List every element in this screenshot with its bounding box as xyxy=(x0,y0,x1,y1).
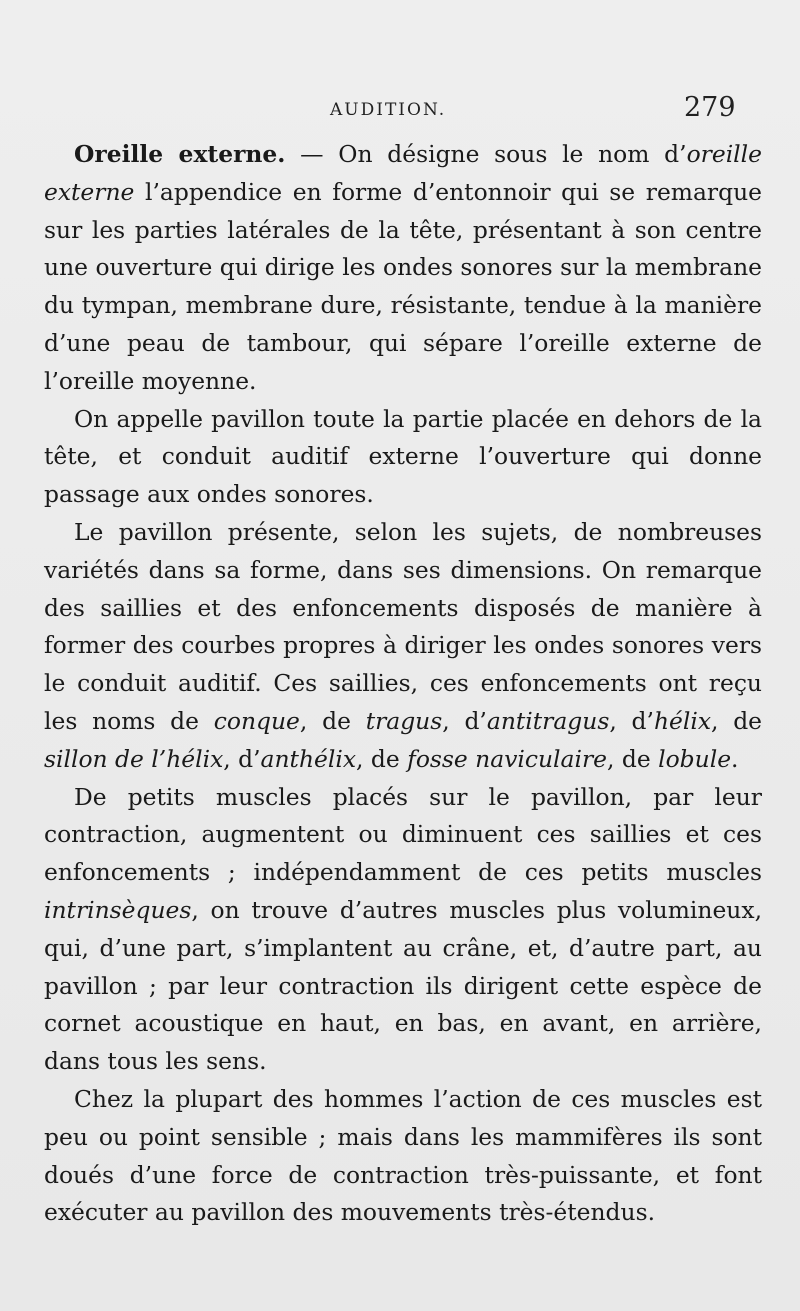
text-run: , d’ xyxy=(223,744,261,773)
text-run: , de xyxy=(711,706,763,735)
running-head xyxy=(0,92,800,126)
italic-term: hélix xyxy=(653,706,712,735)
paragraph-1 xyxy=(44,136,762,401)
page-number: 279 xyxy=(684,92,736,123)
section-heading: Oreille externe. xyxy=(74,140,286,168)
running-title: AUDITION. xyxy=(330,100,447,120)
italic-term: lobule xyxy=(658,744,732,773)
italic-term: tragus xyxy=(365,706,443,735)
italic-term: anthélix xyxy=(260,744,357,773)
italic-term: intrinsèques xyxy=(44,895,192,924)
text-run: , de xyxy=(299,706,366,735)
italic-term: sillon de l’hélix xyxy=(44,744,224,773)
text-run: On appelle pavillon toute la partie placée en dehors de la tête, et conduit auditif externe l’ouverture qui donne passage aux ondes sonores. xyxy=(44,404,762,509)
body-text xyxy=(44,136,762,1232)
text-run: De petits muscles placés sur le pavillon, par leur contraction, augmentent ou diminuent ces saillies et ces enfoncements ; indépendamment de ces petits muscles xyxy=(44,782,762,887)
text-run: , de xyxy=(606,744,659,773)
paragraph-3 xyxy=(44,514,762,779)
text-run: , on trouve d’autres muscles plus volumineux, qui, d’une part, s’implantent au crâne, et, d’autre part, au pavillon ; par leur contraction ils dirigent cette espèce de cornet acoustique en haut, en bas, en avant, en arrière, dans tous les sens. xyxy=(44,895,762,1076)
text-run: , de xyxy=(356,744,408,773)
italic-term: oreille externe xyxy=(44,140,762,206)
text-run: , d’ xyxy=(609,706,654,735)
italic-term: fosse naviculaire xyxy=(407,744,607,773)
text-run: , d’ xyxy=(442,706,487,735)
paragraph-2 xyxy=(44,401,762,514)
text-run: . xyxy=(731,744,739,773)
paragraph-5 xyxy=(44,1081,762,1232)
text-run: l’appendice en forme d’entonnoir qui se remarque sur les parties latérales de la tête, présentant à son centre une ouverture qui dirige les ondes sonores sur la membrane du tympan, membrane dure, résistante, tendue à la manière d’une peau de tambour, qui sépare l’oreille externe de l’oreille moyenne. xyxy=(44,177,762,395)
italic-term: conque xyxy=(213,706,300,735)
text-run: Le pavillon présente, selon les sujets, de nombreuses variétés dans sa forme, dans ses dimensions. On remarque des saillies et des enfoncements disposés de manière à former des courbes propres à diriger les ondes sonores vers le conduit auditif. Ces saillies, ces enfoncements ont reçu les noms de xyxy=(44,517,762,735)
italic-term: antitragus xyxy=(486,706,610,735)
paragraph-4 xyxy=(44,779,762,1081)
text-run: Chez la plupart des hommes l’action de ces muscles est peu ou point sensible ; mais dans les mammifères ils sont doués d’une force de contraction très-puissante, et font exécuter au pavillon des mouvements très-étendus. xyxy=(44,1084,762,1227)
text-run: — On désigne sous le nom d’ xyxy=(285,140,687,168)
